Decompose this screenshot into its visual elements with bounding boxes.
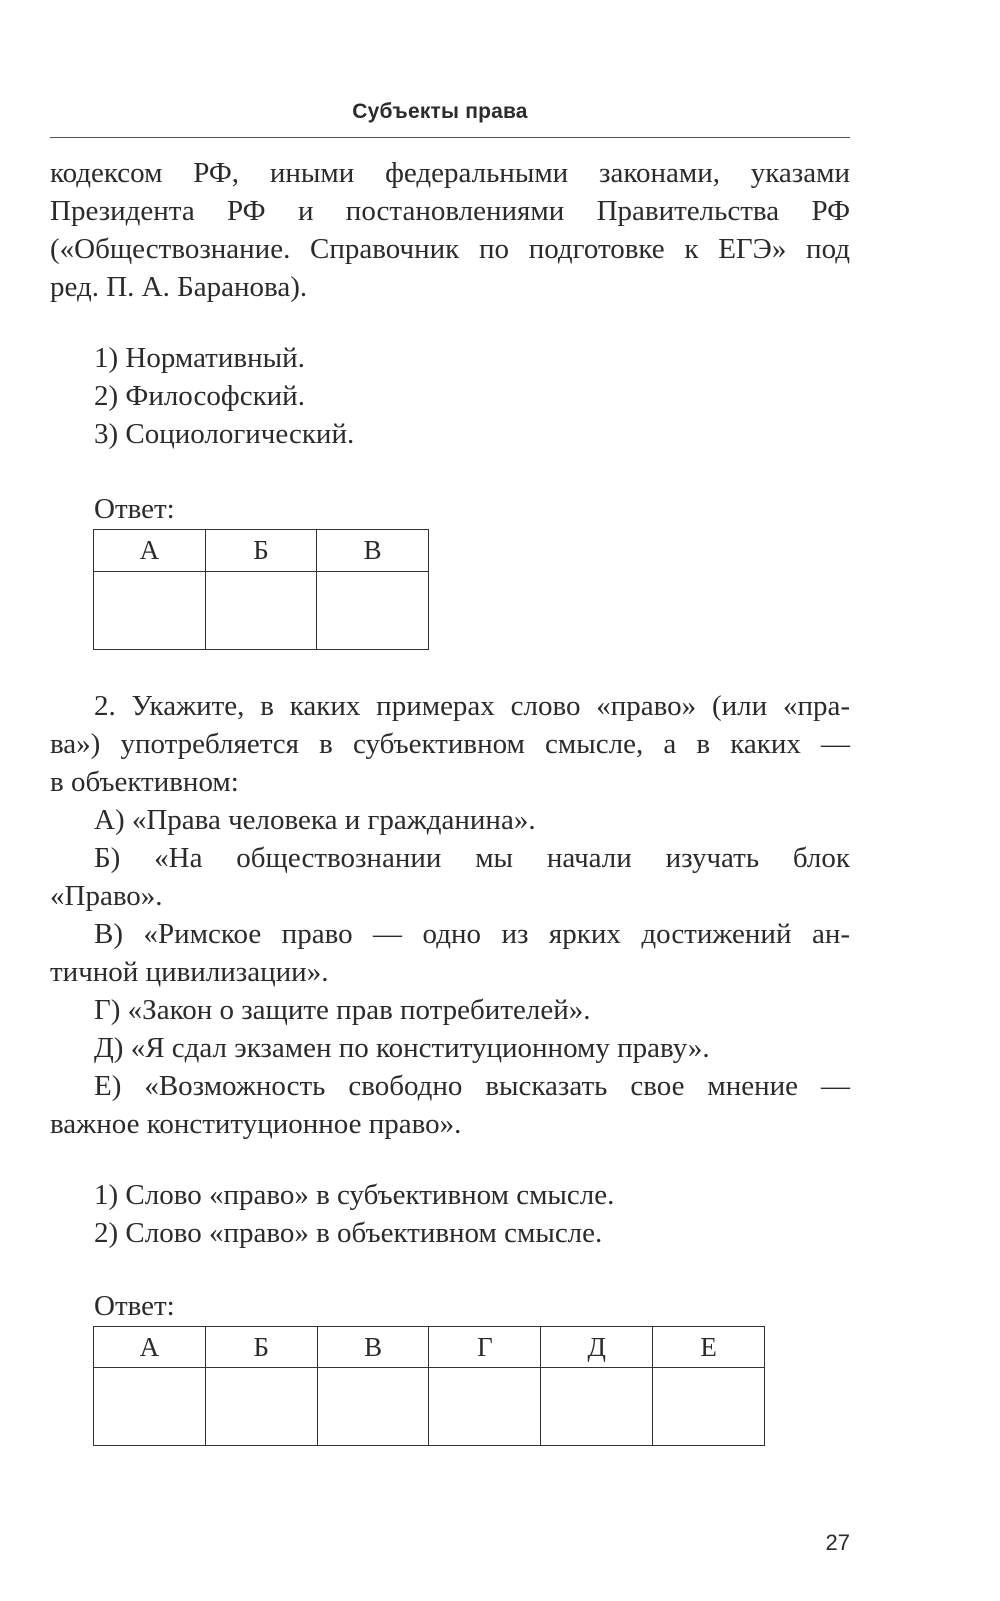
header-divider: [50, 137, 850, 138]
task2-answer-cell-d[interactable]: [541, 1368, 653, 1446]
task1-answer-label: Ответ:: [94, 493, 175, 525]
task2-item-b-line-2: «Право».: [50, 880, 163, 912]
intro-line-4: ред. П. А. Баранова).: [50, 271, 308, 303]
task2-answer-table: [93, 1326, 765, 1446]
running-header-title: Субъекты права: [352, 100, 528, 123]
task2-answer-cell-v[interactable]: [317, 1368, 429, 1446]
intro-line-3: («Обществознание. Справочник по подготовке к ЕГЭ» под: [50, 233, 850, 265]
task1-option-1: 1) Нормативный.: [94, 342, 305, 374]
task2-answer-cell-b[interactable]: [205, 1368, 317, 1446]
task2-item-v-line-2: тичной цивилизации».: [50, 956, 329, 988]
task1-answer-header-v: В: [317, 530, 429, 572]
intro-line-2: Президента РФ и постановлениями Правительства РФ: [50, 195, 850, 227]
task1-answer-cell-b[interactable]: [205, 572, 317, 650]
task1-answer-table: [93, 529, 429, 650]
task2-question-line-2: ва») употребляется в субъективном смысле, а в каких —: [50, 728, 850, 760]
task2-answer-label: Ответ:: [94, 1290, 175, 1322]
task2-answer-header-e: Е: [653, 1327, 765, 1368]
task2-item-b-line-1: Б) «На обществознании мы начали изучать блок: [94, 842, 850, 874]
task2-option-2: 2) Слово «право» в объективном смысле.: [94, 1217, 603, 1249]
task2-answer-cell-e[interactable]: [653, 1368, 765, 1446]
task1-answer-cell-a[interactable]: [94, 572, 206, 650]
task2-answer-header-v: В: [317, 1327, 429, 1368]
task1-answer-cell-v[interactable]: [317, 572, 429, 650]
task2-answer-header-b: Б: [205, 1327, 317, 1368]
task2-question-line-1: 2. Укажите, в каких примерах слово «право» (или «пра-: [94, 690, 850, 722]
task1-answer-header-b: Б: [205, 530, 317, 572]
task2-answer-header-g: Г: [429, 1327, 541, 1368]
task2-answer-header-d: Д: [541, 1327, 653, 1368]
task1-option-2: 2) Философский.: [94, 380, 305, 412]
task2-item-d: Д) «Я сдал экзамен по конституционному праву».: [94, 1032, 710, 1064]
page-number: 27: [825, 1530, 850, 1555]
task2-item-g: Г) «Закон о защите прав потребителей».: [94, 994, 591, 1026]
task1-option-3: 3) Социологический.: [94, 418, 355, 450]
task2-item-a: А) «Права человека и гражданина».: [94, 804, 536, 836]
task2-answer-cell-a[interactable]: [94, 1368, 206, 1446]
task2-option-1: 1) Слово «право» в субъективном смысле.: [94, 1179, 615, 1211]
task2-question-line-3: в объективном:: [50, 766, 239, 798]
task2-item-e-line-1: Е) «Возможность свободно высказать свое мнение —: [94, 1070, 850, 1102]
task2-answer-cell-g[interactable]: [429, 1368, 541, 1446]
task2-item-e-line-2: важное конституционное право».: [50, 1108, 462, 1140]
intro-line-1: кодексом РФ, иными федеральными законами, указами: [50, 157, 850, 189]
task2-answer-header-a: А: [94, 1327, 206, 1368]
task1-answer-header-a: А: [94, 530, 206, 572]
task2-item-v-line-1: В) «Римское право — одно из ярких достижений ан-: [94, 918, 850, 950]
